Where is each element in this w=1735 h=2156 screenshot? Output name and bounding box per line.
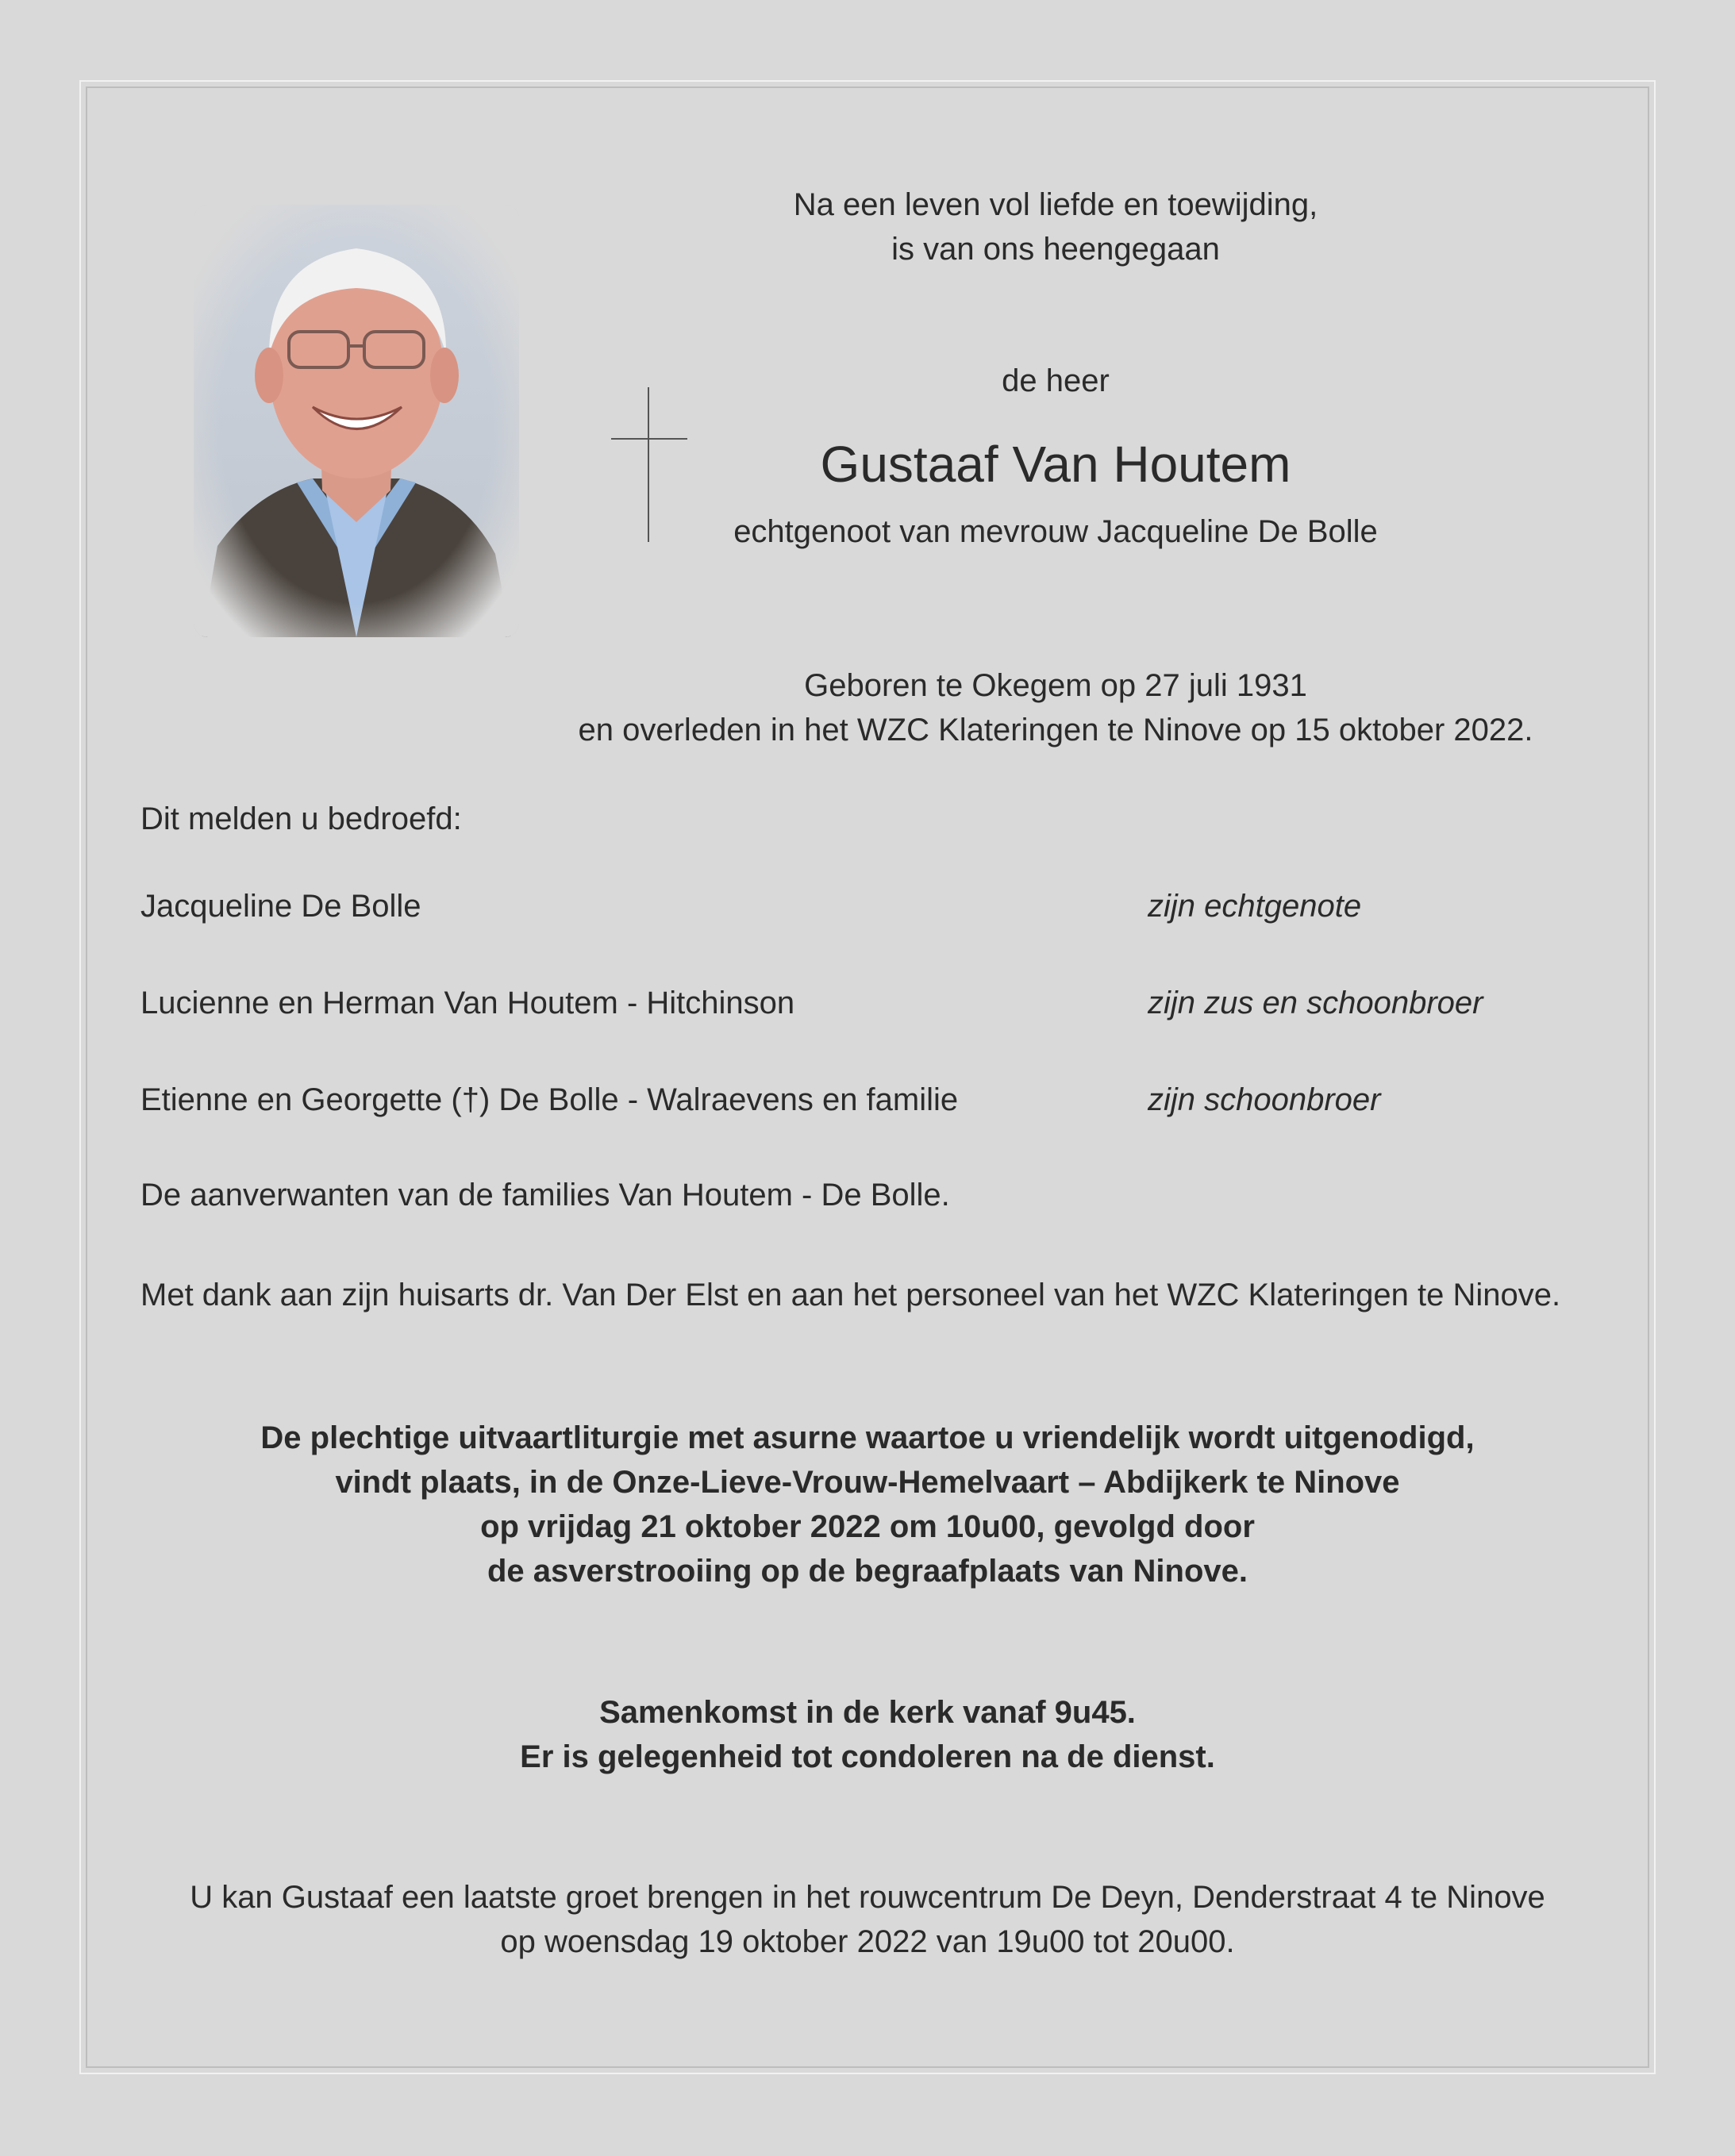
mourner-relation: zijn schoonbroer [1148,1082,1381,1117]
gathering-line-1: Samenkomst in de kerk vanaf 9u45. [599,1695,1136,1730]
visitation-line-1: U kan Gustaaf een laatste groet brengen in het rouwcentrum De Deyn, Denderstraat 4 te Ninove [190,1880,1545,1915]
gathering-line-2: Er is gelegenheid tot condoleren na de dienst. [520,1739,1215,1774]
funeral-line-2: vindt plaats, in de Onze-Lieve-Vrouw-Hemelvaart – Abdijkerk te Ninove [335,1465,1400,1500]
relatives-line: De aanverwanten van de families Van Houtem - De Bolle. [140,1178,950,1213]
thanks-line: Met dank aan zijn huisarts dr. Van Der Elst en aan het personeel van het WZC Klateringen te Ninove. [140,1278,1561,1312]
death-line: en overleden in het WZC Klateringen te Ninove op 15 oktober 2022. [578,713,1533,747]
honorific: de heer [1002,363,1110,398]
mourner-name: Lucienne en Herman Van Houtem - Hitchinson [140,986,795,1020]
visitation-line-2: op woensdag 19 oktober 2022 van 19u00 tot 20u00. [500,1924,1235,1959]
spouse-line: echtgenoot van mevrouw Jacqueline De Bolle [733,514,1378,549]
mourner-relation: zijn zus en schoonbroer [1148,986,1483,1020]
mourner-name: Etienne en Georgette (†) De Bolle - Walraevens en familie [140,1082,959,1117]
birth-line: Geboren te Okegem op 27 juli 1931 [804,668,1307,703]
portrait-photo [194,205,519,637]
funeral-line-3: op vrijdag 21 oktober 2022 om 10u00, gevolgd door [480,1509,1255,1544]
announce-intro: Dit melden u bedroefd: [140,801,462,836]
funeral-line-1: De plechtige uitvaartliturgie met asurne waartoe u vriendelijk wordt uitgenodigd, [260,1420,1475,1455]
intro-line-1: Na een leven vol liefde en toewijding, [793,187,1318,222]
intro-line-2: is van ons heengegaan [891,232,1220,267]
mourner-relation: zijn echtgenote [1148,889,1362,924]
funeral-line-4: de asverstrooiing op de begraafplaats van Ninove. [487,1554,1248,1589]
cross-icon [611,387,691,542]
deceased-name: Gustaaf Van Houtem [820,436,1291,493]
mourner-name: Jacqueline De Bolle [140,889,421,924]
